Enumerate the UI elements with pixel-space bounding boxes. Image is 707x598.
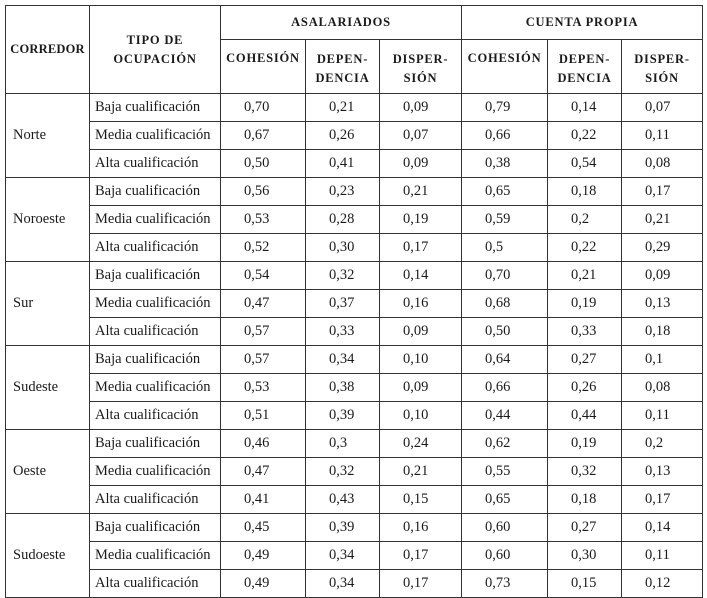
value-cell: 0,32	[548, 458, 622, 486]
table-row	[6, 570, 703, 598]
table-row	[6, 430, 703, 458]
value-cell: 0,51	[221, 402, 306, 430]
value-cell: 0,33	[306, 318, 380, 346]
value-cell: 0,39	[306, 514, 380, 542]
data-table	[5, 5, 703, 598]
tipo-cell: Baja cualificación	[90, 514, 221, 542]
value-cell: 0,56	[221, 178, 306, 206]
table-row	[6, 94, 703, 122]
value-cell: 0,53	[221, 374, 306, 402]
value-cell: 0,2	[622, 430, 703, 458]
value-cell: 0,19	[548, 430, 622, 458]
header-dispersion-cp	[622, 40, 703, 94]
value-cell: 0,12	[622, 570, 703, 598]
value-cell: 0,17	[380, 542, 462, 570]
value-cell: 0,21	[380, 178, 462, 206]
value-cell: 0,34	[306, 542, 380, 570]
header-cohesion-asal: COHESIÓN	[221, 40, 306, 94]
value-cell: 0,67	[221, 122, 306, 150]
value-cell: 0,57	[221, 346, 306, 374]
tipo-cell: Alta cualificación	[90, 234, 221, 262]
value-cell: 0,43	[306, 486, 380, 514]
table-row	[6, 458, 703, 486]
value-cell: 0,60	[462, 514, 548, 542]
header-dependencia-asal	[306, 40, 380, 94]
header-disp-line1: DISPER-	[634, 51, 690, 66]
header-dep-line1: DEPEN-	[316, 51, 369, 66]
tipo-cell: Media cualificación	[90, 542, 221, 570]
header-cuenta-propia: CUENTA PROPIA	[462, 6, 703, 40]
value-cell: 0,70	[221, 94, 306, 122]
tipo-cell: Alta cualificación	[90, 486, 221, 514]
tipo-cell: Baja cualificación	[90, 178, 221, 206]
value-cell: 0,11	[622, 402, 703, 430]
corredor-cell: Norte	[6, 94, 90, 178]
value-cell: 0,49	[221, 542, 306, 570]
table-row	[6, 374, 703, 402]
value-cell: 0,18	[622, 318, 703, 346]
value-cell: 0,11	[622, 542, 703, 570]
corredor-cell: Oeste	[6, 430, 90, 514]
value-cell: 0,11	[622, 122, 703, 150]
header-dep-line2: DENCIA	[557, 70, 612, 85]
value-cell: 0,73	[462, 570, 548, 598]
tipo-cell: Alta cualificación	[90, 570, 221, 598]
value-cell: 0,1	[622, 346, 703, 374]
value-cell: 0,09	[380, 318, 462, 346]
table-row	[6, 290, 703, 318]
value-cell: 0,09	[622, 262, 703, 290]
value-cell: 0,30	[548, 542, 622, 570]
value-cell: 0,22	[548, 122, 622, 150]
value-cell: 0,26	[548, 374, 622, 402]
value-cell: 0,47	[221, 458, 306, 486]
header-disp-line2: SIÓN	[645, 70, 679, 85]
value-cell: 0,34	[306, 570, 380, 598]
value-cell: 0,39	[306, 402, 380, 430]
value-cell: 0,15	[548, 570, 622, 598]
tipo-cell: Media cualificación	[90, 206, 221, 234]
value-cell: 0,09	[380, 374, 462, 402]
value-cell: 0,2	[548, 206, 622, 234]
value-cell: 0,70	[462, 262, 548, 290]
value-cell: 0,13	[622, 290, 703, 318]
value-cell: 0,07	[380, 122, 462, 150]
value-cell: 0,79	[462, 94, 548, 122]
value-cell: 0,13	[622, 458, 703, 486]
value-cell: 0,3	[306, 430, 380, 458]
header-cohesion-cp: COHESIÓN	[462, 40, 548, 94]
value-cell: 0,66	[462, 122, 548, 150]
value-cell: 0,62	[462, 430, 548, 458]
value-cell: 0,32	[306, 458, 380, 486]
header-dependencia-cp	[548, 40, 622, 94]
value-cell: 0,14	[380, 262, 462, 290]
value-cell: 0,14	[622, 514, 703, 542]
value-cell: 0,38	[306, 374, 380, 402]
value-cell: 0,54	[548, 150, 622, 178]
tipo-cell: Baja cualificación	[90, 430, 221, 458]
table-row	[6, 178, 703, 206]
value-cell: 0,08	[622, 150, 703, 178]
header-disp-line1: DISPER-	[392, 51, 449, 66]
table-row	[6, 318, 703, 346]
value-cell: 0,5	[462, 234, 548, 262]
value-cell: 0,66	[462, 374, 548, 402]
value-cell: 0,21	[622, 206, 703, 234]
value-cell: 0,65	[462, 486, 548, 514]
table-row	[6, 234, 703, 262]
value-cell: 0,23	[306, 178, 380, 206]
value-cell: 0,55	[462, 458, 548, 486]
value-cell: 0,59	[462, 206, 548, 234]
value-cell: 0,53	[221, 206, 306, 234]
value-cell: 0,27	[548, 514, 622, 542]
value-cell: 0,45	[221, 514, 306, 542]
value-cell: 0,19	[380, 206, 462, 234]
header-dispersion-asal	[380, 40, 462, 94]
tipo-cell: Baja cualificación	[90, 94, 221, 122]
value-cell: 0,49	[221, 570, 306, 598]
header-tipo-line2: OCUPACIÓN	[113, 51, 197, 66]
value-cell: 0,28	[306, 206, 380, 234]
value-cell: 0,33	[548, 318, 622, 346]
value-cell: 0,09	[380, 150, 462, 178]
value-cell: 0,18	[548, 178, 622, 206]
value-cell: 0,50	[221, 150, 306, 178]
value-cell: 0,10	[380, 346, 462, 374]
tipo-cell: Alta cualificación	[90, 150, 221, 178]
value-cell: 0,17	[380, 570, 462, 598]
table-body	[6, 94, 703, 598]
header-disp-line2: SIÓN	[403, 70, 438, 85]
value-cell: 0,21	[380, 458, 462, 486]
header-asalariados: ASALARIADOS	[221, 6, 462, 40]
table-row	[6, 150, 703, 178]
value-cell: 0,68	[462, 290, 548, 318]
tipo-cell: Media cualificación	[90, 458, 221, 486]
value-cell: 0,21	[306, 94, 380, 122]
value-cell: 0,60	[462, 542, 548, 570]
value-cell: 0,14	[548, 94, 622, 122]
value-cell: 0,16	[380, 290, 462, 318]
value-cell: 0,29	[622, 234, 703, 262]
value-cell: 0,17	[622, 178, 703, 206]
corredor-cell: Sur	[6, 262, 90, 346]
value-cell: 0,24	[380, 430, 462, 458]
value-cell: 0,57	[221, 318, 306, 346]
value-cell: 0,64	[462, 346, 548, 374]
table-row	[6, 346, 703, 374]
table-row	[6, 122, 703, 150]
value-cell: 0,17	[380, 234, 462, 262]
table-row	[6, 206, 703, 234]
value-cell: 0,19	[548, 290, 622, 318]
header-dep-line2: DENCIA	[315, 70, 370, 85]
value-cell: 0,34	[306, 346, 380, 374]
tipo-cell: Media cualificación	[90, 374, 221, 402]
value-cell: 0,37	[306, 290, 380, 318]
value-cell: 0,17	[622, 486, 703, 514]
header-tipo-line1: TIPO DE	[126, 32, 184, 47]
value-cell: 0,41	[221, 486, 306, 514]
value-cell: 0,08	[622, 374, 703, 402]
value-cell: 0,10	[380, 402, 462, 430]
table-row	[6, 514, 703, 542]
header-dep-line1: DEPEN-	[558, 51, 611, 66]
value-cell: 0,46	[221, 430, 306, 458]
value-cell: 0,54	[221, 262, 306, 290]
value-cell: 0,16	[380, 514, 462, 542]
value-cell: 0,41	[306, 150, 380, 178]
corredor-cell: Sudeste	[6, 346, 90, 430]
table-row	[6, 486, 703, 514]
table-row	[6, 402, 703, 430]
header-tipo-ocupacion	[90, 6, 221, 94]
value-cell: 0,65	[462, 178, 548, 206]
value-cell: 0,18	[548, 486, 622, 514]
value-cell: 0,38	[462, 150, 548, 178]
value-cell: 0,52	[221, 234, 306, 262]
value-cell: 0,27	[548, 346, 622, 374]
tipo-cell: Media cualificación	[90, 122, 221, 150]
value-cell: 0,15	[380, 486, 462, 514]
corredor-cell: Noroeste	[6, 178, 90, 262]
tipo-cell: Alta cualificación	[90, 402, 221, 430]
value-cell: 0,09	[380, 94, 462, 122]
value-cell: 0,44	[548, 402, 622, 430]
value-cell: 0,30	[306, 234, 380, 262]
tipo-cell: Baja cualificación	[90, 262, 221, 290]
tipo-cell: Baja cualificación	[90, 346, 221, 374]
value-cell: 0,47	[221, 290, 306, 318]
value-cell: 0,50	[462, 318, 548, 346]
value-cell: 0,07	[622, 94, 703, 122]
value-cell: 0,26	[306, 122, 380, 150]
value-cell: 0,44	[462, 402, 548, 430]
table-row	[6, 542, 703, 570]
value-cell: 0,22	[548, 234, 622, 262]
value-cell: 0,32	[306, 262, 380, 290]
corredor-cell: Sudoeste	[6, 514, 90, 598]
tipo-cell: Alta cualificación	[90, 318, 221, 346]
header-corredor: CORREDOR	[6, 6, 90, 94]
tipo-cell: Media cualificación	[90, 290, 221, 318]
value-cell: 0,21	[548, 262, 622, 290]
table-row	[6, 262, 703, 290]
